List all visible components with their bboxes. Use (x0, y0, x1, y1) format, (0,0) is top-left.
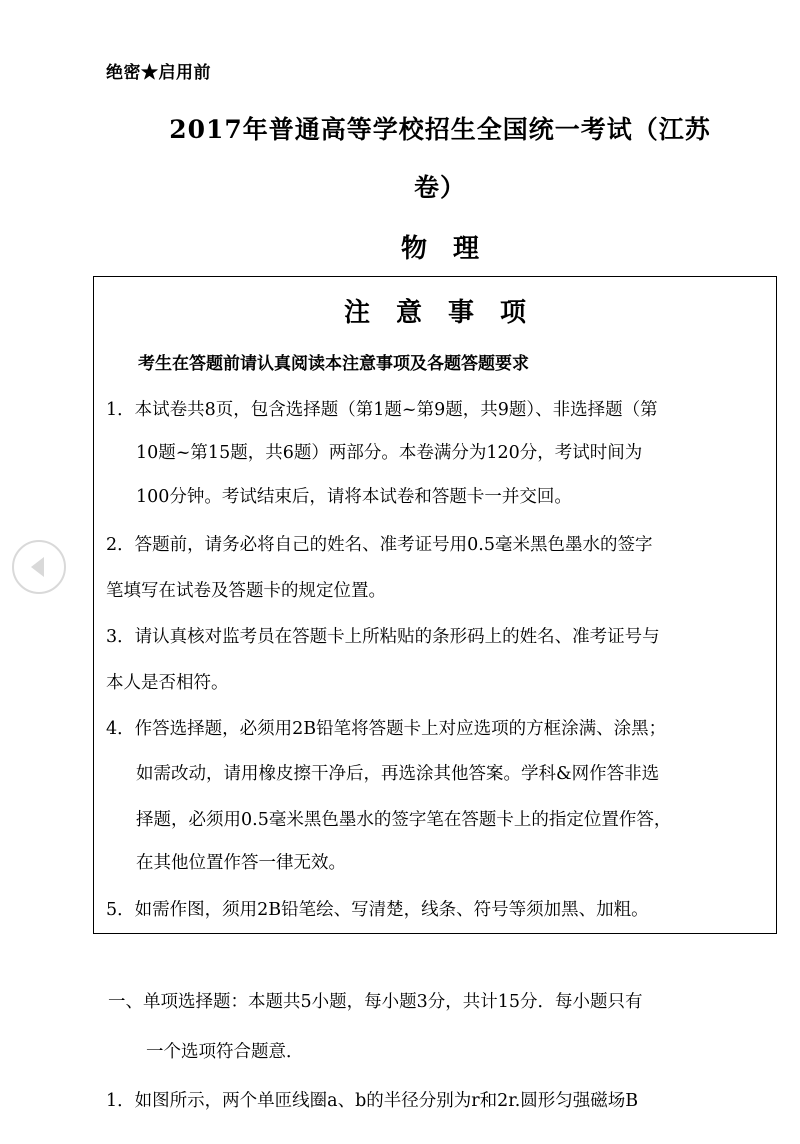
notice-line: 笔填写在试卷及答题卡的规定位置。 (106, 581, 386, 601)
notice-line: 本人是否相符。 (106, 673, 229, 693)
notice-line: 100分钟。考试结束后，请将本试卷和答题卡一并交回。 (136, 487, 572, 507)
notice-line: 10题~第15题，共6题）两部分。本卷满分为120分，考试时间为 (136, 443, 643, 463)
notice-line: 1．本试卷共8页，包含选择题（第1题~第9题，共9题）、非选择题（第 (106, 400, 658, 420)
notice-box (93, 276, 777, 934)
notice-line: 5．如需作图，须用2B铅笔绘、写清楚，线条、符号等须加黑、加粗。 (106, 900, 649, 920)
notice-line: 4．作答选择题，必须用2B铅笔将答题卡上对应选项的方框涂满、涂黑； (106, 719, 667, 739)
notice-line: 在其他位置作答一律无效。 (136, 853, 346, 873)
notice-line: 2．答题前，请务必将自己的姓名、准考证号用0.5毫米黑色墨水的签字 (106, 535, 653, 555)
notice-line: 择题，必须用0.5毫米黑色墨水的签字笔在答题卡上的指定位置作答， (136, 810, 672, 830)
notice-title: 注 意 事 项 (343, 298, 526, 328)
chevron-left-icon (14, 542, 64, 592)
exam-title-line-1: 2017年普通高等学校招生全国统一考试（江苏 (169, 115, 711, 144)
section-heading: 一、单项选择题：本题共5小题，每小题3分，共计15分．每小题只有 (108, 992, 643, 1012)
notice-subtitle: 考生在答题前请认真阅读本注意事项及各题答题要求 (138, 354, 529, 374)
secret-mark: 绝密★启用前 (106, 63, 211, 83)
question-1-text: 1．如图所示，两个单匝线圈a、b的半径分别为r和2r.圆形匀强磁场B (106, 1091, 639, 1111)
notice-line: 如需改动，请用橡皮擦干净后，再选涂其他答案。学科&网作答非选 (136, 764, 660, 784)
subject-title: 物 理 (400, 234, 479, 264)
exam-title-line-2: 卷） (413, 173, 466, 202)
prev-page-button[interactable] (12, 540, 66, 594)
notice-line: 3．请认真核对监考员在答题卡上所粘贴的条形码上的姓名、准考证号与 (106, 627, 660, 647)
section-heading-continuation: 一个选项符合题意． (146, 1042, 304, 1062)
